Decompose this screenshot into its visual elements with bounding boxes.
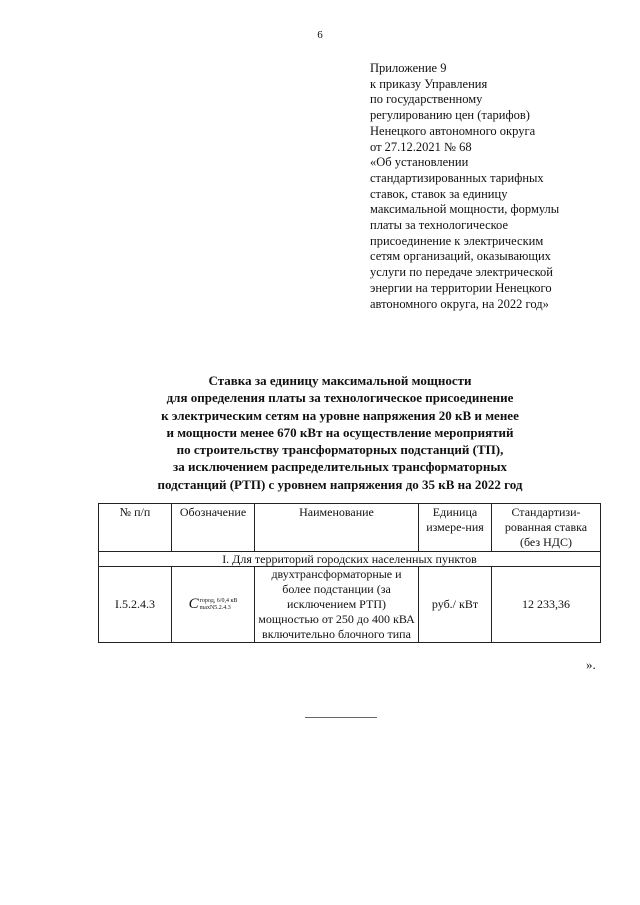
title-line: Ставка за единицу максимальной мощности [208, 373, 472, 388]
appendix-line: по государственному [370, 92, 483, 107]
formula-superscript: город, 6/0,4 кВ [199, 597, 238, 604]
appendix-line: Ненецкого автономного округа [370, 123, 536, 138]
appendix-line: платы за технологическое [370, 218, 509, 233]
cell-unit: руб./ кВт [419, 567, 492, 643]
header-designation: Обозначение [172, 504, 255, 552]
page-number: 6 [317, 29, 323, 41]
document-title [90, 372, 590, 493]
appendix-line: стандартизированных тарифных [370, 170, 544, 185]
cell-designation [172, 567, 255, 643]
appendix-line: Приложение 9 [370, 61, 447, 75]
title-line: для определения платы за технологическое присоединение [166, 390, 514, 406]
header-num: № п/п [99, 504, 172, 552]
appendix-line: «Об установлении [370, 155, 469, 170]
appendix-line: от 27.12.2021 № 68 [370, 139, 472, 154]
formula-symbol: C [188, 596, 199, 612]
title-line: за исключением распределительных трансформаторных [173, 459, 507, 475]
title-line: и мощности менее 670 кВт на осуществление мероприятий [166, 424, 514, 440]
header-unit: Единица измере-ния [419, 504, 492, 552]
appendix-line: максимальной мощности, формулы [370, 202, 560, 217]
header-name: Наименование [255, 504, 419, 552]
tariff-table [98, 503, 601, 643]
appendix-line: регулированию цен (тарифов) [370, 108, 530, 123]
appendix-line: ставок, ставок за единицу [370, 186, 508, 201]
appendix-line: к приказу Управления [370, 76, 488, 91]
rate-formula [189, 596, 238, 612]
title-line: по строительству трансформаторных подстанций (ТП), [176, 442, 504, 458]
header-rate: Стандартизи-рованная ставка (без НДС) [492, 504, 601, 552]
cell-num: I.5.2.4.3 [99, 567, 172, 643]
appendix-line: сетям организаций, оказывающих [370, 249, 551, 264]
closing-quote: ». [586, 657, 596, 672]
formula-subscript: maxN5.2.4.3 [199, 604, 231, 611]
section-title: I. Для территорий городских населенных пунктов [99, 552, 601, 567]
title-line: подстанций (РТП) с уровнем напряжения до 35 кВ на 2022 год [157, 476, 523, 492]
appendix-line: услуги по передаче электрической [370, 265, 553, 280]
table-header-row [99, 504, 601, 552]
appendix-line: присоединение к электрическим [370, 233, 544, 248]
cell-name: двухтрансформаторные и более подстанции (за исключением РТП) мощностью от 250 до 400 кВА включительно блочного типа [255, 567, 419, 643]
title-line: к электрическим сетям на уровне напряжения 20 кВ и менее [161, 407, 519, 423]
appendix-line: автономного округа, на 2022 год» [370, 296, 549, 311]
end-divider [305, 717, 377, 718]
cell-rate: 12 233,36 [492, 567, 601, 643]
section-row [99, 552, 601, 567]
table-row [99, 567, 601, 643]
appendix-header [370, 61, 625, 312]
appendix-line: энергии на территории Ненецкого [370, 280, 552, 295]
